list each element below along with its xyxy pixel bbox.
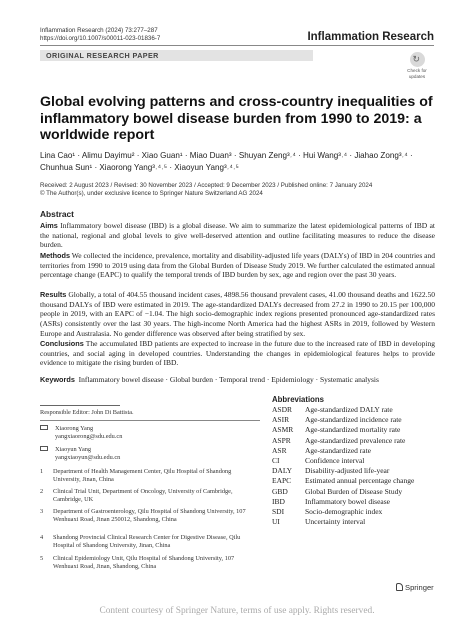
check-for-updates-badge[interactable] <box>399 52 435 82</box>
affiliation-item <box>40 555 260 571</box>
abstract-methods <box>40 251 435 280</box>
affiliation-text: Department of Gastroenterology, Qilu Hospital of Shandong University, 107 Wenhuaxi Road, Jinan 250012, Shandong, China <box>53 508 246 523</box>
keywords-text: Inflammatory bowel disease · Global burden · Temporal trend · Epidemiology · Systematic analysis <box>78 375 379 384</box>
methods-label: Methods <box>40 251 70 260</box>
abbreviation-row <box>272 415 452 425</box>
affiliation-text: Shandong Provincial Clinical Research Center for Digestive Disease, Qilu Hospital of Shandong University, Jinan, China <box>53 534 241 549</box>
abbreviation-term: DALY <box>272 466 293 476</box>
abbreviation-definition: Confidence interval <box>305 455 365 465</box>
abbreviation-definition: Disability-adjusted life-year <box>305 466 390 476</box>
contact-email[interactable]: yangxiaorong@sdu.edu.cn <box>55 433 123 440</box>
affiliation-item <box>40 488 260 504</box>
publisher-name: Springer <box>405 583 434 592</box>
abstract-aims <box>40 221 435 250</box>
affiliation-number: 1 <box>40 468 44 475</box>
journal-header <box>40 27 160 43</box>
paper-type-banner: ORIGINAL RESEARCH PAPER <box>40 50 313 61</box>
abbreviation-definition: Age-standardized rate <box>305 445 372 455</box>
affiliation-number: 3 <box>40 508 44 515</box>
abstract-heading: Abstract <box>40 209 74 219</box>
publication-dates <box>40 182 450 198</box>
contact-email[interactable]: yangxiaoyun@sdu.edu.cn <box>55 454 121 461</box>
author-list: Lina Cao¹ · Alimu Dayimu² · Xiao Guan¹ · Miao Duan³ · Shuyan Zeng³˒⁴ · Hui Wang³˒⁴ · Jiahao Zong³˒⁴ · Chunhua Sun¹ · Xiaorong Yang³˒⁴˒⁵ · Xiaoyun Yang³˒⁴˒⁵ <box>40 151 413 172</box>
journal-name: Inflammation Research <box>307 31 434 43</box>
affiliation-number: 2 <box>40 488 44 495</box>
courtesy-watermark: Content courtesy of Springer Nature, terms of use apply. Rights reserved. <box>99 606 375 616</box>
abbreviation-row <box>272 405 452 415</box>
abbreviation-row <box>272 487 452 497</box>
check-updates-icon: ↻ <box>410 52 425 67</box>
abbreviation-definition: Age-standardized prevalence rate <box>305 435 406 445</box>
abbreviation-row <box>272 497 452 507</box>
abbreviation-definition: Estimated annual percentage change <box>305 476 415 486</box>
contact-author <box>40 446 240 462</box>
contact-author <box>40 425 240 441</box>
abbreviation-term: ASMR <box>272 425 294 435</box>
check-updates-label-1: Check for <box>407 68 427 73</box>
abbreviation-row <box>272 436 452 446</box>
envelope-icon <box>40 446 48 451</box>
affiliation-item <box>40 534 260 550</box>
copyright-line: © The Author(s), under exclusive licence to Springer Nature Switzerland AG 2024 <box>40 190 263 197</box>
abbreviation-definition: Age-standardized mortality rate <box>305 425 401 435</box>
results-text: Globally, a total of 404.55 thousand incident cases, 4898.56 thousand prevalent cases, 41.00 thousand deaths and 1622.50 thousand DALYs of IBD were estimated in 2019. The age-standardized DALYs decreased from 27.2 in 1990 to 20.15 per 100,000 people in 2019, with an EAPC of −1.04. The high socio-demographic index regions presented pronounced age-standardized rates (ASRs) consistently over the last 30 years. The high-income North America had the highest ASRs in 2019, followed by Western Europe and Australasia. No gender difference was observed after being stratified by sex. <box>40 290 436 338</box>
contact-divider <box>40 420 260 421</box>
abbreviation-term: ASIR <box>272 415 290 425</box>
abbreviation-definition: Socio-demographic index <box>305 506 383 516</box>
abbreviation-row <box>272 446 452 456</box>
abbreviation-term: SDI <box>272 506 285 516</box>
affiliation-text: Clinical Trial Unit, Department of Oncology, University of Cambridge, Cambridge, UK <box>53 488 233 503</box>
publisher-logo <box>396 583 434 592</box>
abbreviations-list <box>272 405 452 527</box>
abbreviation-row <box>272 476 452 486</box>
abstract-results <box>40 290 435 339</box>
abbreviation-term: IBD <box>272 496 285 506</box>
check-updates-label-2: updates <box>408 74 426 79</box>
abbreviation-row <box>272 517 452 527</box>
abbreviation-term: UI <box>272 517 280 527</box>
envelope-icon <box>40 425 48 430</box>
responsible-editor: Responsible Editor: John Di Battista. <box>40 409 134 416</box>
springer-horse-icon <box>396 583 403 591</box>
abbreviation-definition: Inflammatory bowel disease <box>305 496 390 506</box>
footnote-divider <box>40 405 120 406</box>
abbreviation-definition: Global Burden of Disease Study <box>305 486 403 496</box>
abbreviation-row <box>272 456 452 466</box>
history-dates: Received: 2 August 2023 / Revised: 30 November 2023 / Accepted: 9 December 2023 / Published online: 7 January 2024 <box>40 182 373 189</box>
abbreviation-definition: Uncertainty interval <box>305 517 366 527</box>
conclusions-text: The accumulated IBD patients are expected to increase in the future due to the increased rate of IBD in developing countries, and social aging in developed countries. Understanding the changes in epidemiological features helps to provide evidence to mitigate the rising burden of IBD. <box>40 339 435 368</box>
article-title: Global evolving patterns and cross-country inequalities of inflammatory bowel disease burden from 1990 to 2019: a worldwide report <box>40 94 433 143</box>
abbreviation-term: GBD <box>272 486 288 496</box>
affiliation-text: Clinical Epidemiology Unit, Qilu Hospital of Shandong University, 107 Wenhuaxi Road, Jinan, Shandong, China <box>53 555 235 570</box>
abbreviation-term: ASPR <box>272 435 291 445</box>
abbreviation-row <box>272 466 452 476</box>
journal-reference: Inflammation Research (2024) 73:277–287 <box>40 27 158 34</box>
results-label: Results <box>40 290 67 299</box>
abbreviation-term: CI <box>272 455 280 465</box>
affiliation-item <box>40 468 260 484</box>
abstract-conclusions <box>40 339 435 368</box>
abbreviation-term: ASDR <box>272 405 293 414</box>
abbreviation-definition: Age-standardized DALY rate <box>305 405 393 414</box>
aims-text: Inflammatory bowel disease (IBD) is a global disease. We aim to summarize the latest epidemiological patterns of IBD at the national, regional and global levels to give well-deserved attention and outline facilitating measures to reduce the disease burden. <box>40 221 436 250</box>
abbreviations-heading: Abbreviations <box>272 395 324 404</box>
affiliation-text: Department of Health Management Center, Qilu Hospital of Shandong University, Jinan, China <box>53 468 232 483</box>
affiliation-item <box>40 508 260 524</box>
affiliation-number: 4 <box>40 534 44 541</box>
doi-link[interactable]: https://doi.org/10.1007/s00011-023-01836-7 <box>40 35 161 42</box>
abbreviation-term: EAPC <box>272 476 292 486</box>
keywords <box>40 375 440 385</box>
header-divider <box>40 45 434 46</box>
conclusions-label: Conclusions <box>40 339 84 348</box>
abbreviation-row <box>272 507 452 517</box>
contact-name: Xiaorong Yang <box>55 425 94 432</box>
keywords-label: Keywords <box>40 375 75 384</box>
abbreviation-term: ASR <box>272 445 287 455</box>
abbreviation-definition: Age-standardized incidence rate <box>305 415 402 425</box>
aims-label: Aims <box>40 221 58 230</box>
methods-text: We collected the incidence, prevalence, mortality and disability-adjusted life years (DALYs) of IBD in 204 countries and territories from 1990 to 2019 using data from the Global Burden of Disease Study 2019. We further calculated the estimated annual percentage change (EAPC) to qualify the temporal trends of IBD burden by sex, age and region over the past 30 years. <box>40 251 435 280</box>
affiliation-number: 5 <box>40 555 44 562</box>
abbreviation-row <box>272 425 452 435</box>
contact-name: Xiaoyun Yang <box>55 446 92 453</box>
